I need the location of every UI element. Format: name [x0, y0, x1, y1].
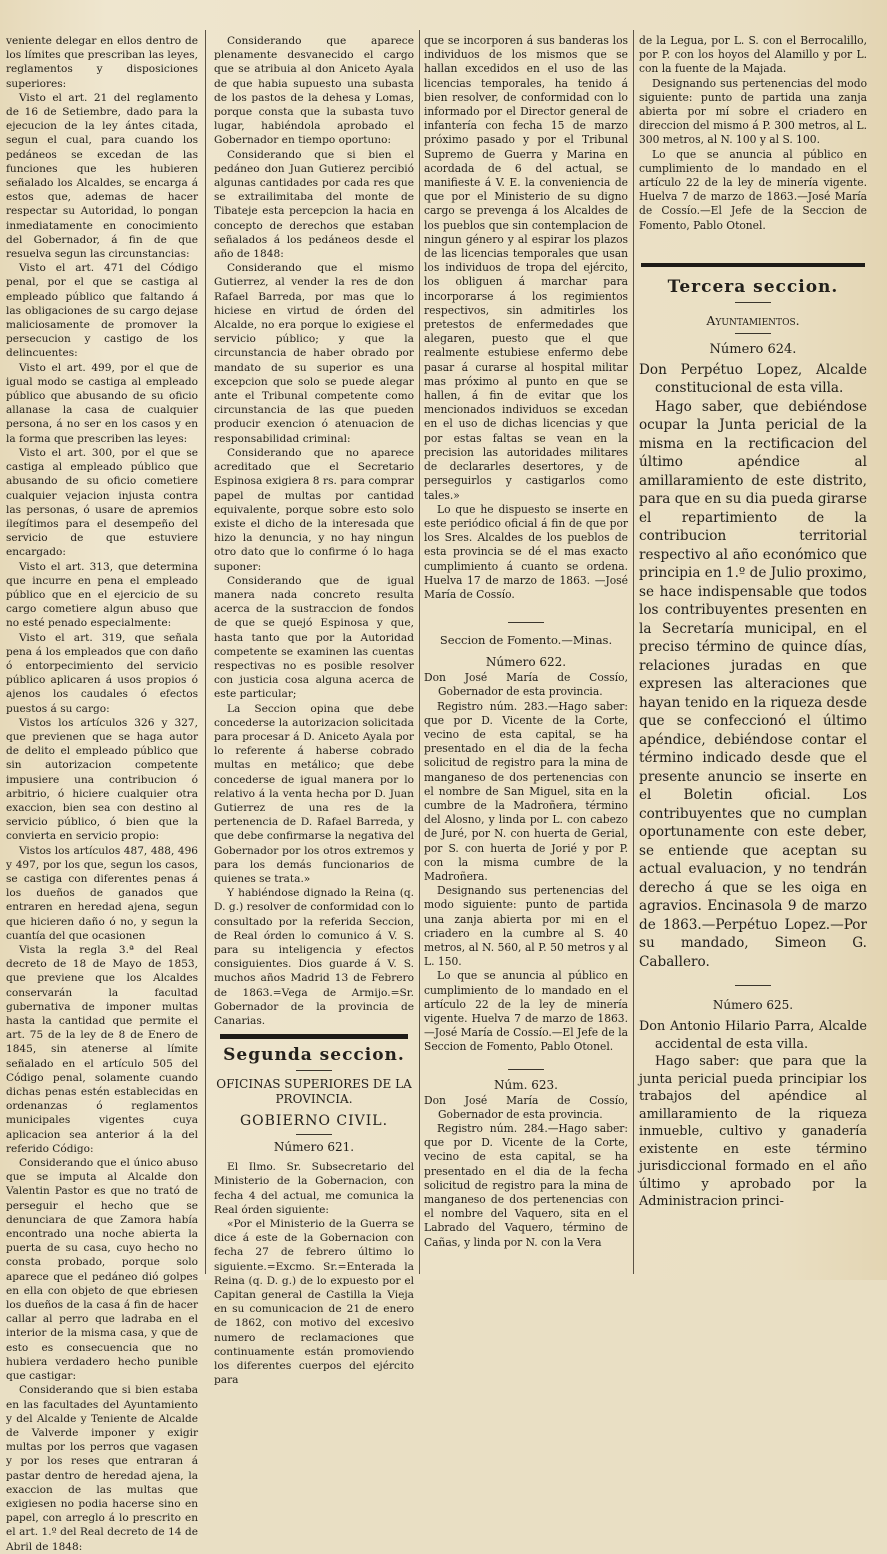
separator	[508, 1069, 544, 1070]
paragraph: Visto el art. 471 del Código penal, por el que se castiga al empleado público que faltando á las obligaciones de su cargo dejase maliciosamente de promover la persecucion y castigo de los delincuentes:	[6, 262, 198, 360]
notice-author: Don Perpétuo Lopez, Alcalde constitucional de esta villa.	[639, 361, 867, 397]
section-rule	[220, 1034, 408, 1039]
separator	[735, 985, 771, 986]
paragraph: Registro núm. 283.—Hago saber: que por D. Vicente de la Corte, vecino de esta capital, se ha presentado en el dia de la fecha solicitud de registro para la mina de manganeso de dos pertenencias con el nombre de San Miguel, sita en la cumbre de la Madroñera, término del Alosno, y linda por L. con cabezo de Juré, por N. con huerta de Gerial, por S. con huerta de Jorié y por P. con la misma cumbre de la Madroñera.	[424, 699, 628, 883]
column-rule	[419, 30, 420, 1274]
section-rule	[641, 263, 865, 267]
paragraph: que se incorporen á sus banderas los individuos de los mismos que se hallan excedidos en el uso de las licencias temporales, ha tenido á bien resolver, de conformidad con lo informado por el Director general de infantería con fecha 15 de marzo próximo pasado y por el Tribunal Supremo de Guerra y Marina en acordada de 6 del actual, se manifieste á V. E. la conveniencia de que por el Ministerio de su digno cargo se prevenga á los Alcaldes de los pueblos que sin contemplacion de ningun género y al espirar los plazos de las licencias temporales que usan los individuos de tropa del ejército, los obliguen á marchar para incorporarse á los regimientos respectivos, sin admitirles los pretestos de enfermedades que alegaren, puesto que el que realmente estubiese enfermo debe pasar á curarse al hospital militar mas próximo al punto en que se hallen, á fin de evitar que los mencionados individuos se excedan en el uso de dichas licencias y que por estas faltas se vean en la precision las autoridades militares de declararles desertores, y de perseguirlos y castigarlos como tales.»	[424, 34, 628, 502]
paragraph: Visto el art. 21 del reglamento de 16 de Setiembre, dado para la ejecucion de la ley ántes citada, segun el cual, para cuando los pedáneos se excedan de las funciones que les hubieren señalado los Alcaldes, se encarga á estos que, ademas de hacer respectar su Autoridad, lo pongan inmediatamente en conocimiento del Gobernador, á fin de que resuelva segun las circunstancias:	[6, 91, 198, 261]
paragraph: Visto el art. 313, que determina que incurre en pena el empleado público que en el ejercicio de su cargo cometiere algun abuso que no esté penado especialmente:	[6, 560, 198, 630]
paragraph: «Por el Ministerio de la Guerra se dice á este de la Gobernacion con fecha 27 de febrero último lo siguiente.=Excmo. Sr.=Enterada la Reina (q. D. g.) de lo expuesto por el Capitan general de Castilla la Vieja en su comunicacion de 21 de enero de 1862, con motivo del excesivo numero de reclamaciones que continuamente están promoviendo los diferentes cuerpos del ejército para	[214, 1218, 414, 1387]
heading-fomento-minas: Seccion de Fomento.—Minas.	[439, 633, 613, 648]
notice-number-622: Número 622.	[485, 655, 567, 670]
paragraph: Vista la regla 3.ª del Real decreto de 18 de Mayo de 1853, que previene que los Alcaldes conservarán la facultad gubernativa de imponer multas hasta la cantidad que permite el art. 75 de la ley de 8 de Enero de 1845, sin atenerse al límite señalado en el artículo 505 del Código penal, solamente cuando dichas penas estén establecidas en ordenanzas ó reglamentos municipales vigentes cuya aplicacion sea anterior á la del referido Código:	[6, 944, 198, 1155]
heading-oficinas: OFICINAS SUPERIORES DE LA PROVINCIA.	[216, 1077, 412, 1107]
paragraph: Designando sus pertenencias del modo siguiente: punto de partida una zanja abierta por mi en el criadero en la cumbre al S. 40 metros, al N. 560, al P. 50 metros y al L. 150.	[424, 884, 628, 969]
column-3	[424, 34, 628, 1274]
paragraph: Considerando que no aparece acreditado que el Secretario Espinosa exigiera 8 rs. para comprar papel de multas por cantidad equivalente, porque sobre esto solo existe el dicho de la interesada que hizo la denuncia, y no hay ningun otro dato que lo confirme ó lo haga suponer:	[214, 446, 414, 573]
paragraph: Considerando que de igual manera nada concreto resulta acerca de la sustraccion de fondos de que se quejó Espinosa y que, hasta tanto que por la Autoridad competente se examinen las cuentas respectivas no es posible resolver con justicia cosa alguna acerca de este particular;	[214, 574, 414, 701]
paragraph: El Ilmo. Sr. Subsecretario del Ministerio de la Gobernacion, con fecha 4 del actual, me comunica la Real órden siguiente:	[214, 1161, 414, 1216]
paragraph: Lo que se anuncia al público en cumplimiento de lo mandado en el artículo 22 de la ley de minería vigente. Huelva 7 de marzo de 1863.—José María de Cossío.—El Jefe de la Seccion de Fomento, Pablo Otonel.	[639, 147, 867, 232]
column-rule	[205, 30, 206, 1274]
column-2	[214, 34, 414, 1387]
column-1	[6, 34, 198, 1553]
paragraph: Visto el art. 319, que señala pena á los empleados que con daño ó entorpecimiento del servicio público aplicaren á usos propios ó ajenos los caudales ó efectos puestos á su cargo:	[6, 631, 198, 715]
paragraph: Visto el art. 499, por el que de igual modo se castiga al empleado público que abusando de su oficio allanase la casa de cualquier persona, á no ser en los casos y en la forma que prescriben las leyes:	[6, 361, 198, 445]
notice-author: Don José María de Cossío, Gobernador de esta provincia.	[424, 671, 628, 699]
paragraph: Considerando que el único abuso que se imputa al Alcalde don Valentin Pastor es que no trató de perseguir el hecho que se denunciara de que Zamora había encontrado una noche abierta la puerta de su casa, cuyo hecho no consta probado, porque solo aparece que el pedáneo dió golpes en ella con objeto de que ebriesen los dueños de la casa á fin de hacer callar al perro que ladraba en el interior de la misma casa, y que de esto es consecuencia que no hubiera verdadero hecho punible que castigar:	[6, 1157, 198, 1383]
paragraph: Vistos los artículos 487, 488, 496 y 497, por los que, segun los casos, se castiga con diferentes penas á los dueños de ganados que entraren en heredad ajena, segun que hicieren daño ó no, y segun la cuantía del que ocasionen	[6, 844, 198, 942]
heading-ayuntamientos: Ayuntamientos.	[706, 312, 800, 328]
notice-number-621: Número 621.	[273, 1140, 355, 1155]
paragraph: Hago saber: que para que la junta pericial pueda principiar los trabajos del apéndice al amillaramiento de la riqueza inmueble, cultivo y ganadería existente en este término jurisdiccional formado en el año último y aprobado por la Administracion princi-	[639, 1054, 867, 1210]
paragraph: Considerando que aparece plenamente desvanecido el cargo que se atribuia al don Aniceto Ayala de que habia supuesto una subasta de los pastos de la dehesa y Lomas, porque consta que la subasta tuvo lugar, habiéndola aprobado el Gobernador en tiempo oportuno:	[214, 35, 414, 147]
column-rule	[633, 30, 634, 1274]
paragraph: Lo que he dispuesto se inserte en este periódico oficial á fin de que por los Sres. Alcaldes de los pueblos de esta provincia se dé el mas exacto cumplimiento á cuanto se ordena. Huelva 17 de marzo de 1863. —José María de Cossío.	[424, 502, 628, 601]
heading-gobierno-civil: GOBIERNO CIVIL.	[239, 1113, 389, 1130]
paragraph: Considerando que el mismo Gutierrez, al vender la res de don Rafael Barreda, por mas que lo hiciese en virtud de órden del Alcalde, no era porque lo exigiese el servicio público; y que la circunstancia de haber obrado por mandato de su superior es una excepcion que solo se puede alegar ante el Tribunal competente como circunstancia de las que pueden producir exencion ó atenuacion de responsabilidad criminal:	[214, 262, 414, 445]
notice-author: Don José María de Cossío, Gobernador de esta provincia.	[424, 1093, 628, 1121]
paragraph: veniente delegar en ellos dentro de los límites que prescriban las leyes, reglamentos y disposiciones superiores:	[6, 35, 198, 90]
paragraph: de la Legua, por L. S. con el Berrocalillo, por P. con los hoyos del Alamillo y por L. con la fuente de la Majada.	[639, 34, 867, 76]
separator	[735, 333, 771, 334]
notice-number-624: Número 624.	[709, 341, 797, 357]
paragraph: Registro núm. 284.—Hago saber: que por D. Vicente de la Corte, vecino de esta capital, se ha presentado en el dia de la fecha solicitud de registro para la mina de manganeso de dos pertenencias con el nombre del Vaquero, sita en el Labrado del Vaquero, término de Cañas, y linda por N. con la Vera	[424, 1122, 628, 1249]
separator	[735, 302, 771, 303]
paragraph: La Seccion opina que debe concederse la autorizacion solicitada para procesar á D. Aniceto Ayala por lo referente á haberse cobrado multas en metálico; que debe concederse de igual manera por lo relativo á la venta hecha por D. Juan Gutierrez de una res de la pertenencia de D. Rafael Barreda, y que debe confirmarse la negativa del Gobernador por los otros extremos y para los demás funcionarios de quienes se trata.»	[214, 702, 414, 885]
paragraph: Considerando que si bien estaba en las facultades del Ayuntamiento y del Alcalde y Teniente de Alcalde de Valverde imponer y exigir multas por los perros que vagasen y por los reses que entraran á pastar dentro de heredad ajena, la exaccion de las multas que exigiesen no podia hacerse sino en papel, con arreglo á lo prescrito en el art. 1.º del Real decreto de 14 de Abril de 1848:	[6, 1384, 198, 1553]
section-title-tercera: Tercera seccion.	[667, 276, 839, 297]
notice-author: Don Antonio Hilario Parra, Alcalde accidental de esta villa.	[639, 1019, 867, 1052]
paragraph: Lo que se anuncia al público en cumplimiento de lo mandado en el artículo 22 de la ley de minería vigente. Huelva 7 de marzo de 1863.—José María de Cossío.—El Jefe de la Seccion de Fomento, Pablo Otonel.	[424, 969, 628, 1054]
section-title-segunda: Segunda seccion.	[223, 1045, 405, 1066]
paragraph: Vistos los artículos 326 y 327, que previenen que se haga autor de delito el empleado público que sin autorizacion competente impusiere una contribucion ó arbitrio, ó hiciere cualquier otra exaccion, bien sea con destino al servicio público, ó bien que la convierta en servicio propio:	[6, 716, 198, 843]
paragraph: Considerando que si bien el pedáneo don Juan Gutierez percibió algunas cantidades por cada res que se extrailimitaba del monte de Tibateje esta percepcion la hacia en concepto de derechos que estaban señalados á los pedáneos desde el año de 1848:	[214, 148, 414, 261]
notice-number-625: Número 625.	[712, 998, 794, 1013]
paragraph: Designando sus pertenencias del modo siguiente: punto de partida una zanja abierta por mí sobre el criadero en direccion del mismo á P. 300 metros, al L. 300 metros, al N. 100 y al S. 100.	[639, 76, 867, 147]
paragraph: Hago saber, que debiéndose ocupar la Junta pericial de la misma en la rectificacion del último apéndice al amillaramiento de este distrito, para que en su dia pueda girarse el repartimiento de la contribucion territorial respectivo al año económico que principia en 1.º de Julio proximo, se hace indispensable que todos los contribuyentes presenten en la Secretaría municipal, en el preciso término de quince días, relaciones juradas en que expresen las alteraciones que hayan tenido en la riqueza desde que se confeccionó el último apéndice, debiéndose contar el término indicado desde que el presente anuncio se inserte en el Boletin oficial. Los contribuyentes que no cumplan oportunamente con este deber, se entiende que aceptan su actual evaluacion, y no tendrán derecho á que se les oiga en agravios. Encinasola 9 de marzo de 1863.—Perpétuo Lopez.—Por su mandado, Simeon G. Caballero.	[639, 398, 868, 970]
separator	[296, 1134, 332, 1135]
paragraph: Y habiéndose dignado la Reina (q. D. g.) resolver de conformidad con lo consultado por la referida Seccion, de Real órden lo comunico á V. S. para su inteligencia y efectos consiguientes. Dios guarde á V. S. muchos años Madrid 13 de Febrero de 1863.=Vega de Armijo.=Sr. Gobernador de la provincia de Canarias.	[214, 887, 414, 1028]
column-4	[639, 34, 867, 1274]
separator	[296, 1070, 332, 1071]
notice-number-623: Núm. 623.	[494, 1077, 558, 1092]
paragraph: Visto el art. 300, por el que se castiga al empleado público que abusando de su oficio cometiere cualquier vejacion injusta contra las personas, ó usare de apremios ilegítimos para el desempeño del servicio de que estuviere encargado:	[6, 446, 198, 559]
separator	[508, 622, 544, 623]
